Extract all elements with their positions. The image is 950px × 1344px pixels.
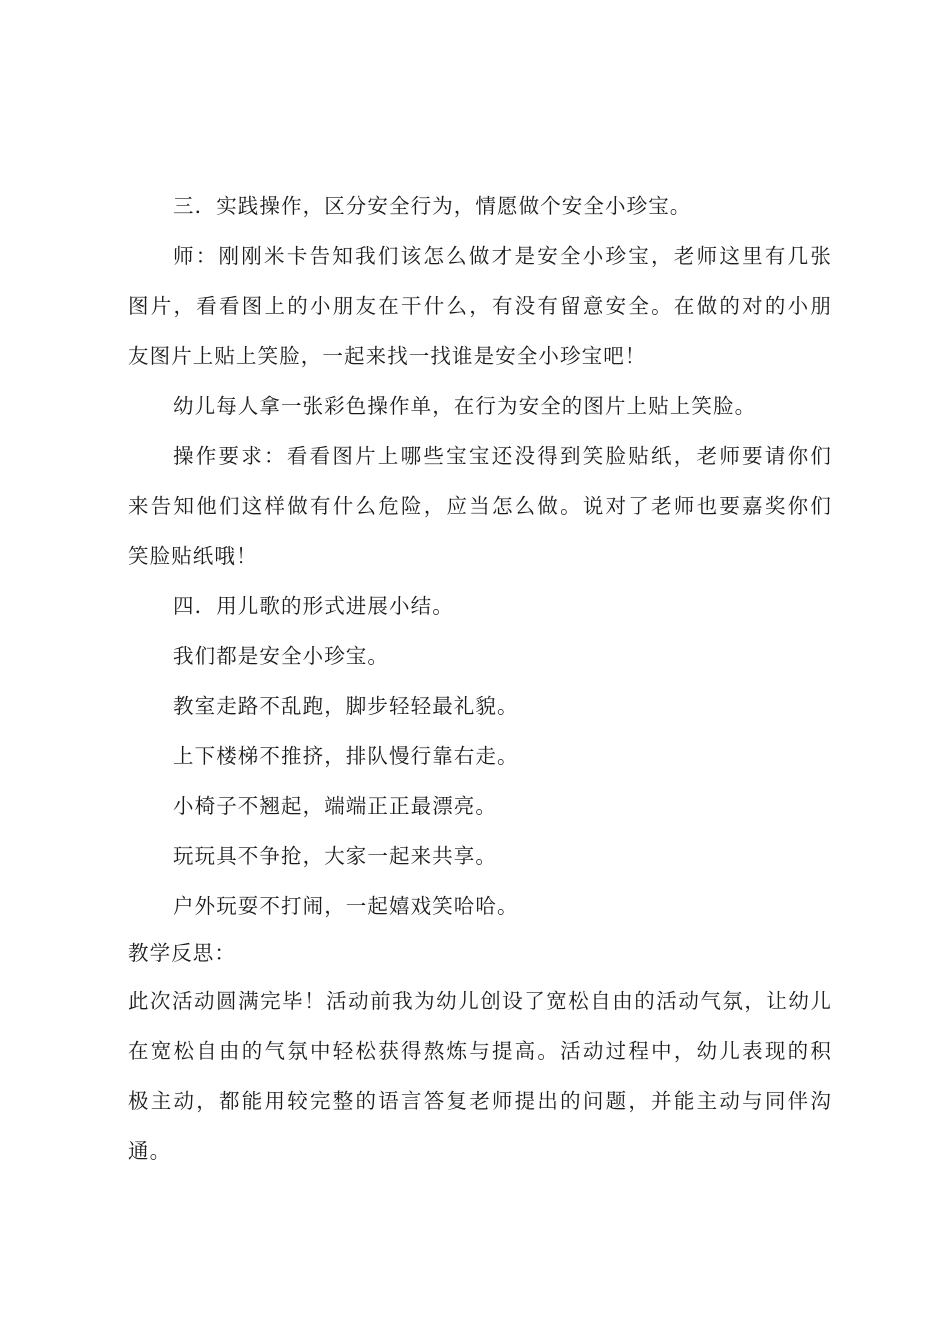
reflection-heading: 教学反思： bbox=[128, 941, 236, 965]
reflection-line: 在宽松自由的气氛中轻松获得熬炼与提高。活动过程中，幼儿表现的积 bbox=[128, 1039, 832, 1063]
reflection-line: 极主动，都能用较完整的语言答复老师提出的问题，并能主动与同伴沟 bbox=[128, 1089, 832, 1113]
paragraph-line: 操作要求：看看图片上哪些宝宝还没得到笑脸贴纸，老师要请你们 bbox=[173, 444, 832, 468]
reflection-line: 此次活动圆满完毕！活动前我为幼儿创设了宽松自由的活动气氛，让幼儿 bbox=[128, 989, 832, 1013]
rhyme-line: 我们都是安全小珍宝。 bbox=[173, 644, 389, 668]
rhyme-line: 玩玩具不争抢，大家一起来共享。 bbox=[173, 844, 497, 868]
rhyme-line: 上下楼梯不推挤，排队慢行靠右走。 bbox=[173, 744, 519, 768]
section-heading-summary: 四．用儿歌的形式进展小结。 bbox=[173, 594, 454, 618]
paragraph-line: 图片，看看图上的小朋友在干什么，有没有留意安全。在做的对的小朋 bbox=[128, 294, 832, 318]
rhyme-line: 户外玩耍不打闹，一起嬉戏笑哈哈。 bbox=[173, 894, 519, 918]
reflection-line: 通。 bbox=[128, 1139, 172, 1163]
paragraph-line: 来告知他们这样做有什么危险，应当怎么做。说对了老师也要嘉奖你们 bbox=[128, 494, 832, 518]
paragraph-line: 师：刚刚米卡告知我们该怎么做才是安全小珍宝，老师这里有几张 bbox=[173, 244, 832, 268]
paragraph-line: 笑脸贴纸哦！ bbox=[128, 544, 258, 568]
rhyme-line: 小椅子不翘起，端端正正最漂亮。 bbox=[173, 794, 497, 818]
section-heading-practice: 三．实践操作，区分安全行为，情愿做个安全小珍宝。 bbox=[173, 194, 692, 218]
rhyme-line: 教室走路不乱跑，脚步轻轻最礼貌。 bbox=[173, 694, 519, 718]
paragraph-line: 幼儿每人拿一张彩色操作单，在行为安全的图片上贴上笑脸。 bbox=[173, 394, 757, 418]
paragraph-line: 友图片上贴上笑脸，一起来找一找谁是安全小珍宝吧！ bbox=[128, 344, 647, 368]
